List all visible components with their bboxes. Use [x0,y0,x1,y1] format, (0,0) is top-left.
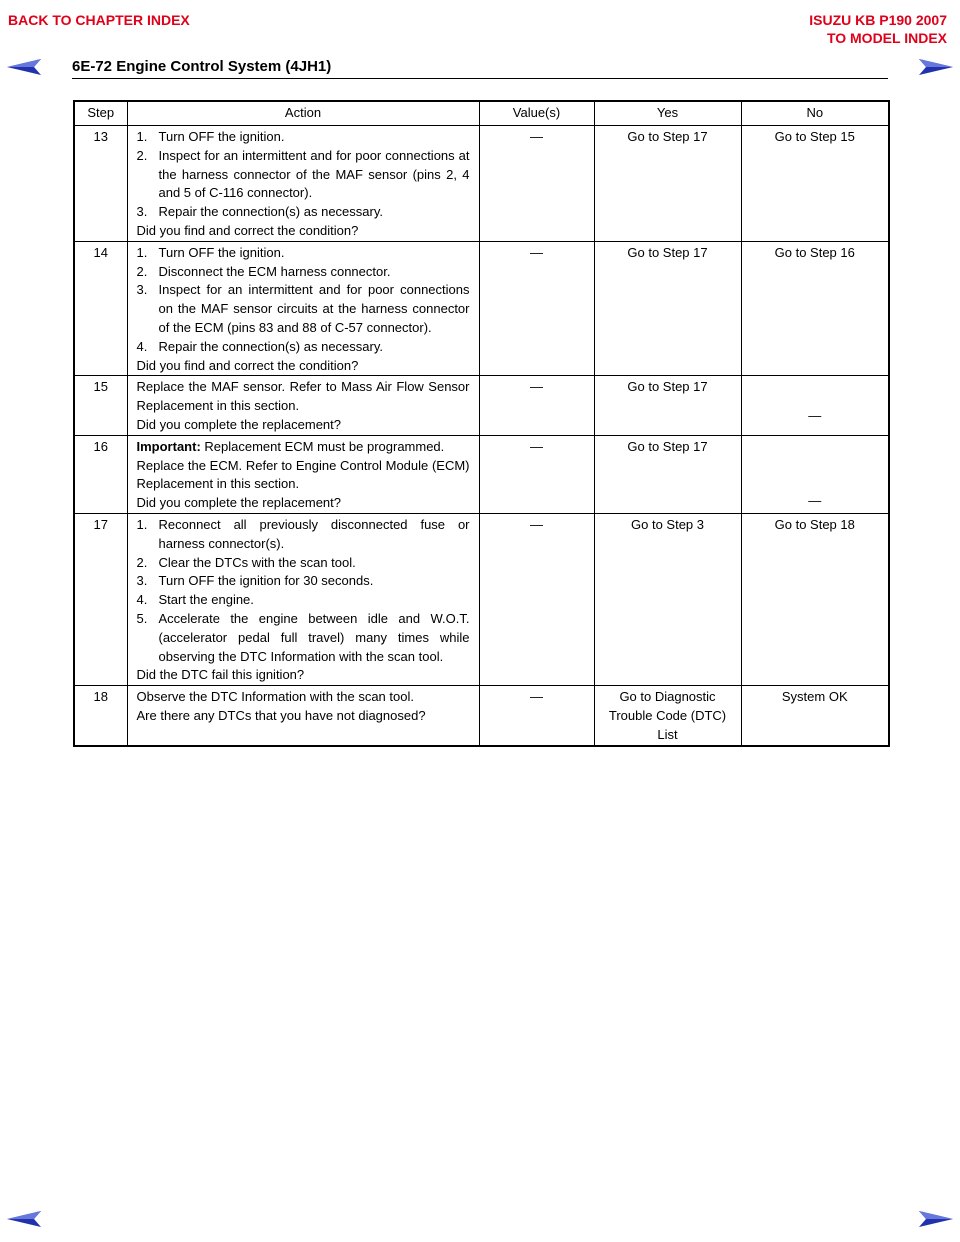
action-item-number: 4. [136,592,148,608]
value-cell: — [479,126,594,242]
back-to-chapter-index-link[interactable]: BACK TO CHAPTER INDEX [8,12,190,28]
value-cell: — [479,241,594,376]
column-header-step: Step [74,101,127,126]
action-item [137,281,470,337]
action-cell [127,241,479,376]
action-question: Did the DTC fail this ignition? [136,667,305,683]
action-item-number: 2. [136,147,148,163]
action-item-number: 3. [136,282,148,298]
action-item-number: 1. [136,244,148,260]
action-item-text: Inspect for an intermittent and for poor connections at the harness connector of the MAF sensor (pins 2, 4 and 5 of C-116 connector). [158,147,470,201]
action-item-number: 3. [136,204,148,220]
yes-cell: Go to Step 17 [594,241,741,376]
action-cell [127,435,479,513]
action-item [137,128,470,147]
model-title-link[interactable]: ISUZU KB P190 2007 [809,12,947,28]
no-cell: System OK [741,686,889,746]
action-item-text: Turn OFF the ignition for 30 seconds. [158,573,374,589]
action-cell [127,126,479,242]
next-page-arrow-icon[interactable] [918,58,954,76]
yes-cell: Go to Step 17 [594,435,741,513]
no-cell: — [741,435,889,513]
no-cell: Go to Step 18 [741,513,889,685]
table-row-step-17 [74,513,889,685]
action-item-text: Turn OFF the ignition. [158,129,285,144]
yes-cell: Go to Step 17 [594,126,741,242]
next-page-bottom-arrow-icon[interactable] [918,1210,954,1228]
action-item-text: Turn OFF the ignition. [158,244,285,260]
action-item [137,263,470,282]
page-title: 6E-72 Engine Control System (4JH1) [72,58,332,75]
action-item [137,338,470,357]
action-item-text: Clear the DTCs with the scan tool. [158,554,356,570]
action-question: Did you complete the replacement? [136,416,342,432]
step-number: 17 [74,513,127,685]
action-item-text: Reconnect all previously disconnected fuse or harness connector(s). [158,516,470,551]
no-cell: Go to Step 15 [741,126,889,242]
previous-page-bottom-arrow-icon[interactable] [6,1210,42,1228]
column-header-no: No [741,101,889,126]
action-item [137,147,470,203]
action-item-text: Start the engine. [158,592,254,608]
important-note [137,438,470,457]
action-question: Did you find and correct the condition? [136,357,359,373]
header-divider [72,78,888,79]
table-row-step-13 [74,126,889,242]
table-row-step-18 [74,686,889,746]
value-cell: — [479,435,594,513]
to-model-index-link[interactable]: TO MODEL INDEX [826,30,947,46]
action-item-text: Accelerate the engine between idle and W.O.T. (accelerator pedal full travel) many times while observing the DTC Information with the scan tool. [158,610,470,664]
action-item [137,610,470,666]
action-paragraph: Observe the DTC Information with the scan tool. [136,689,414,705]
action-item-number: 5. [136,610,148,626]
column-header-values: Value(s) [479,101,594,126]
action-item-number: 1. [136,129,148,144]
action-item-text: Disconnect the ECM harness connector. [158,263,391,279]
previous-page-arrow-icon[interactable] [6,58,42,76]
important-label: Important: [136,438,201,454]
step-number: 13 [74,126,127,242]
no-cell: — [741,376,889,435]
action-item [137,244,470,263]
step-number: 14 [74,241,127,376]
action-question: Did you complete the replacement? [136,495,342,511]
value-cell: — [479,513,594,685]
value-cell: — [479,376,594,435]
value-cell: — [479,686,594,746]
action-item [137,203,470,222]
step-number: 15 [74,376,127,435]
action-cell [127,513,479,685]
yes-cell: Go to Step 3 [594,513,741,685]
step-number: 16 [74,435,127,513]
action-item-text: Inspect for an intermittent and for poor connections on the MAF sensor circuits at the harness connector of the ECM (pins 83 and 88 of C-57 connector). [158,282,470,335]
action-question: Are there any DTCs that you have not diagnosed? [136,707,426,723]
action-cell [127,376,479,435]
action-item [137,591,470,610]
action-item-number: 1. [136,516,148,532]
action-item-number: 2. [136,554,148,570]
action-item-text: Repair the connection(s) as necessary. [158,338,383,354]
yes-cell: Go to Step 17 [594,376,741,435]
action-cell [127,686,479,746]
action-item-number: 3. [136,573,148,589]
action-item [137,516,470,554]
action-item-text: Repair the connection(s) as necessary. [158,204,383,220]
action-item [137,554,470,573]
table-row-step-15 [74,376,889,435]
step-number: 18 [74,686,127,746]
important-text: Replacement ECM must be programmed. [204,438,445,454]
table-row-step-14 [74,241,889,376]
table-row-step-16 [74,435,889,513]
action-item-number: 4. [136,338,148,354]
column-header-action: Action [127,101,479,126]
action-paragraph: Replace the MAF sensor. Refer to Mass Air Flow Sensor Replacement in this section. [136,379,470,414]
table-header-row [74,101,889,126]
action-item-number: 2. [136,263,148,279]
column-header-yes: Yes [594,101,741,126]
action-item [137,572,470,591]
action-question: Did you find and correct the condition? [136,222,359,238]
diagnostic-steps-table [73,100,890,747]
action-paragraph: Replace the ECM. Refer to Engine Control Module (ECM) Replacement in this section. [136,457,470,492]
no-cell: Go to Step 16 [741,241,889,376]
yes-cell: Go to Diagnostic Trouble Code (DTC) List [594,686,741,746]
